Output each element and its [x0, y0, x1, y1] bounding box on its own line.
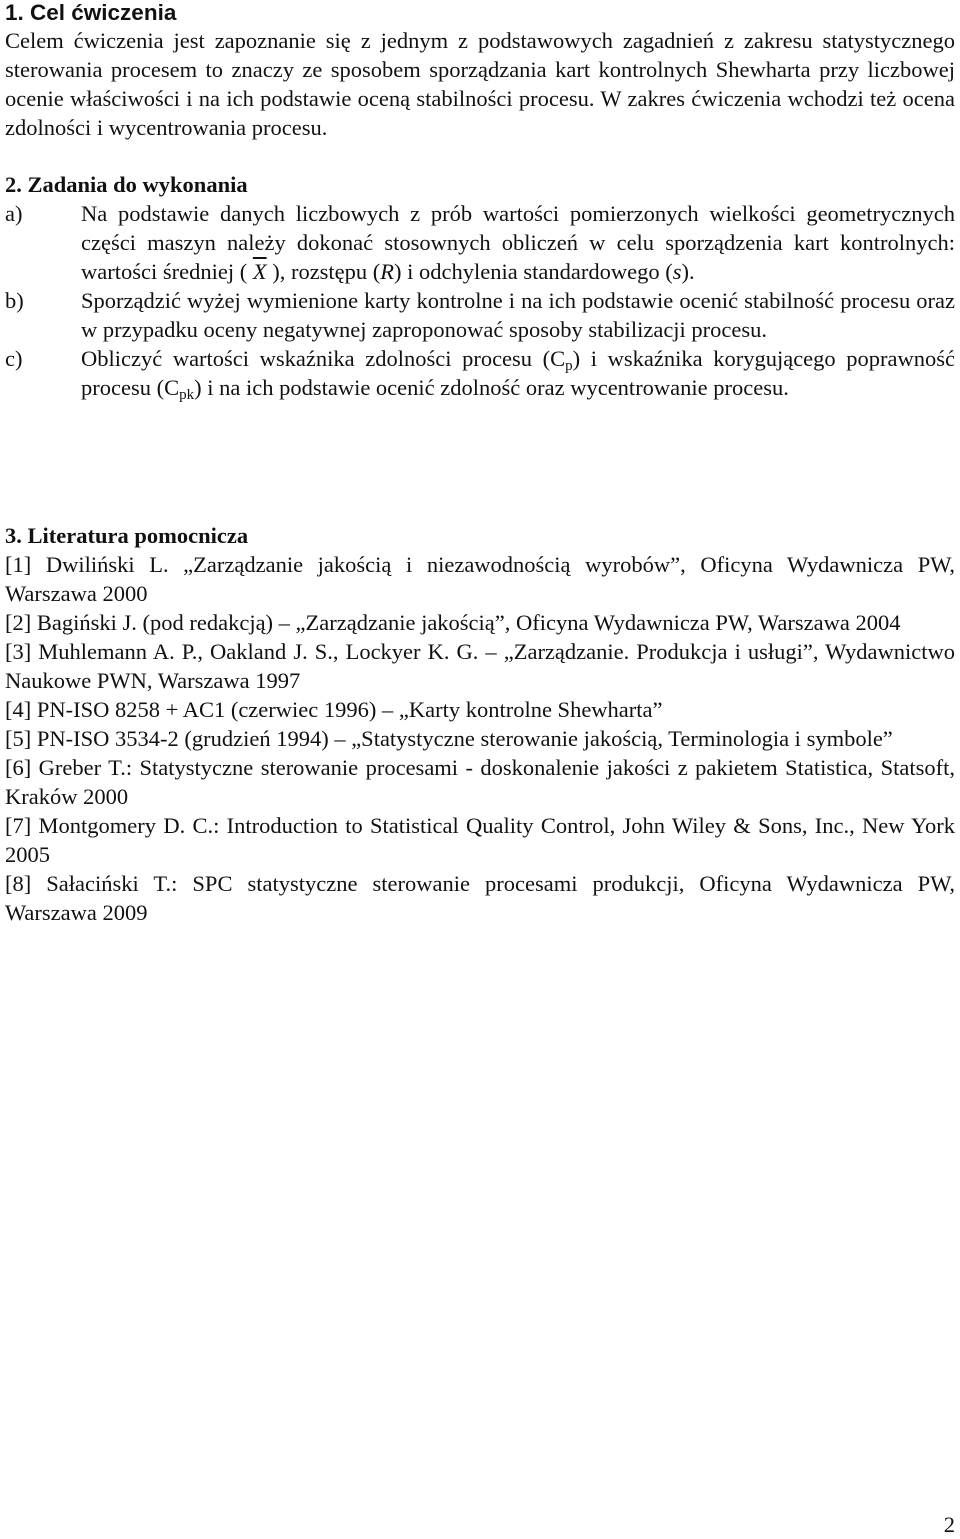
range-symbol: R — [380, 259, 395, 284]
task-text-part: ), rozstępu ( — [272, 259, 381, 284]
task-text: Sporządzić wyżej wymienione karty kontrolne i na ich podstawie ocenić stabilność procesu oraz w przypadku oceny negatywnej zaproponować sposoby stabilizacji procesu. — [81, 288, 955, 342]
task-text-part: Obliczyć wartości wskaźnika zdolności procesu (C — [81, 346, 566, 371]
goal-paragraph: Celem ćwiczenia jest zapoznanie się z jednym z podstawowych zagadnień z zakresu statystycznego sterowania procesem to znaczy ze sposobem sporządzania kart kontrolnych Shewharta przy liczbowej ocenie właściwości i na ich podstawie oceną stabilności procesu. W zakres ćwiczenia wchodzi też ocena zdolności i wycentrowania procesu. — [5, 28, 955, 140]
task-label: b) — [5, 288, 24, 313]
reference-item: [5] PN-ISO 3534-2 (grudzień 1994) – „Statystyczne sterowanie jakością, Terminologia i symbole” — [5, 726, 893, 751]
task-label: c) — [5, 346, 23, 371]
task-text-part: Na podstawie danych liczbowych z prób wartości pomierzonych wielkości geometrycznych części maszyn należy dokonać stosownych obliczeń w celu sporządzenia kart kontrolnych: wartości średniej ( — [81, 201, 955, 284]
reference-item: [3] Muhlemann A. P., Oakland J. S., Lockyer K. G. – „Zarządzanie. Produkcja i usługi”, Wydawnictwo Naukowe PWN, Warszawa 1997 — [5, 639, 955, 693]
task-text — [81, 199, 955, 286]
reference-item: [4] PN-ISO 8258 + AC1 (czerwiec 1996) – „Karty kontrolne Shewharta” — [5, 697, 663, 722]
task-item — [5, 199, 955, 286]
task-text-part: ) i wskaźnika korygującego poprawność procesu (C — [81, 346, 956, 400]
reference-item: [2] Bagiński J. (pod redakcją) – „Zarządzanie jakością”, Oficyna Wydawnicza PW, Warszawa 2004 — [5, 610, 901, 635]
reference-item: [6] Greber T.: Statystyczne sterowanie procesami - doskonalenie jakości z pakietem Statistica, Statsoft, Kraków 2000 — [5, 755, 955, 809]
page-number: 2 — [943, 1512, 955, 1537]
task-text-part: ) i odchylenia standardowego ( — [394, 259, 673, 284]
section-tasks — [5, 170, 955, 402]
task-text-part: ) i na ich podstawie ocenić zdolność oraz wycentrowanie procesu. — [194, 375, 789, 400]
reference-item: [7] Montgomery D. C.: Introduction to Statistical Quality Control, John Wiley & Sons, Inc., New York 2005 — [5, 813, 955, 867]
reference-item: [1] Dwiliński L. „Zarządzanie jakością i niezawodnością wyrobów”, Oficyna Wydawnicza PW, Warszawa 2000 — [5, 552, 955, 606]
section-goal — [5, 26, 955, 142]
xbar-symbol: $\overline{X}$ — [252, 259, 267, 284]
section-literature — [5, 521, 955, 927]
reference-item: [8] Sałaciński T.: SPC statystyczne sterowanie procesami produkcji, Oficyna Wydawnicza PW, Warszawa 2009 — [5, 871, 955, 925]
task-text — [81, 344, 955, 402]
subscript: pk — [179, 387, 195, 403]
task-item — [5, 286, 955, 344]
subscript: p — [565, 358, 573, 374]
section-heading-goal: 1. Cel ćwiczenia — [5, 0, 177, 25]
task-item — [5, 344, 955, 402]
section-heading-tasks: 2. Zadania do wykonania — [5, 172, 248, 197]
task-text-part: ). — [681, 259, 695, 284]
task-label: a) — [5, 201, 23, 226]
section-heading-literature: 3. Literatura pomocnicza — [5, 523, 249, 548]
std-symbol: s — [672, 259, 682, 284]
